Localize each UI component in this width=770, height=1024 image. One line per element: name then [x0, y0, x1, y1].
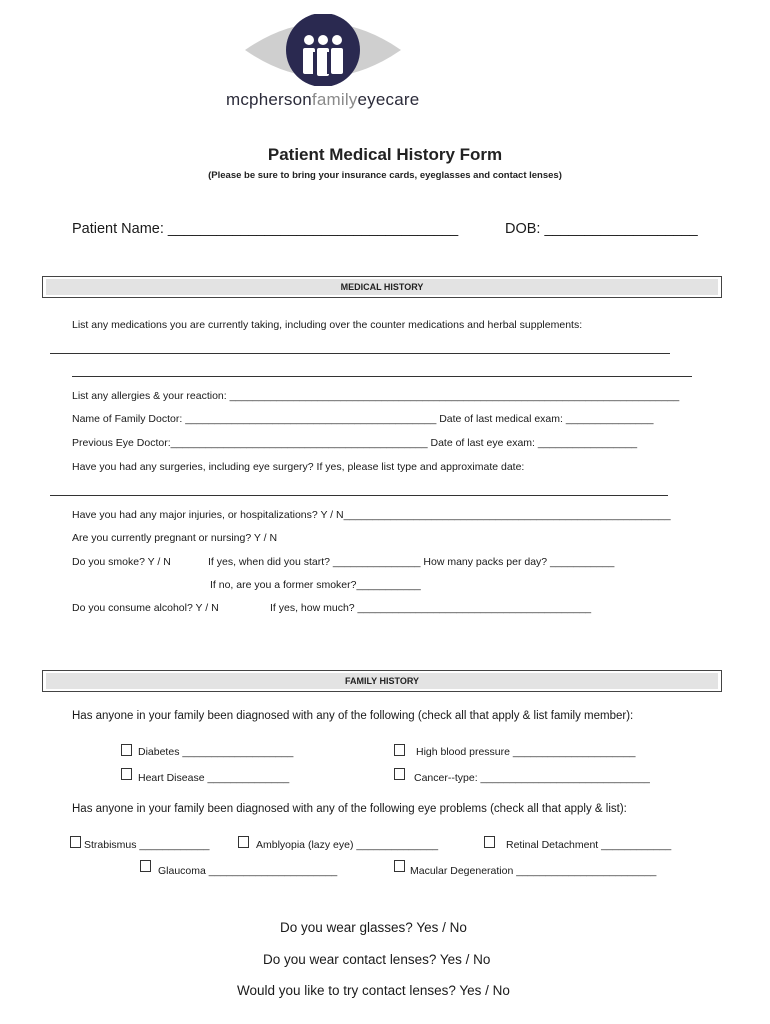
high-bp-label: High blood pressure _____________________: [416, 746, 636, 758]
brand-wordmark: mcphersonfamilyeyecare: [226, 90, 420, 109]
glaucoma-label: Glaucoma ______________________: [158, 865, 338, 877]
medications-line-1[interactable]: [50, 353, 670, 354]
eyecare-logo: [243, 14, 403, 86]
glaucoma-checkbox[interactable]: [140, 860, 151, 872]
medications-label: List any medications you are currently taking, including over the counter medications and herbal supplements:: [72, 319, 583, 331]
amblyopia-checkbox[interactable]: [238, 836, 249, 848]
high-bp-checkbox[interactable]: [394, 744, 405, 756]
retinal-detachment-label: Retinal Detachment ____________: [506, 839, 672, 851]
smoke-start-field[interactable]: If yes, when did you start? _______________ How many packs per day? ___________: [208, 556, 615, 568]
glasses-question[interactable]: Do you wear glasses? Yes / No: [280, 920, 467, 935]
dob-field[interactable]: DOB: ___________________: [505, 221, 698, 237]
family-history-header: FAMILY HISTORY: [42, 670, 722, 692]
heart-disease-label: Heart Disease ______________: [138, 772, 290, 784]
eye-doctor-field[interactable]: Previous Eye Doctor:____________________________________________ Date of last eye exam: _________________: [72, 437, 638, 449]
heart-disease-checkbox[interactable]: [121, 768, 132, 780]
cancer-checkbox[interactable]: [394, 768, 405, 780]
surgeries-label: Have you had any surgeries, including eye surgery? If yes, please list type and approximate date:: [72, 461, 525, 473]
injuries-field[interactable]: Have you had any major injuries, or hospitalizations? Y / N________________________________________________________: [72, 509, 671, 521]
family-intro: Has anyone in your family been diagnosed with any of the following (check all that apply & list family member):: [72, 710, 634, 722]
smoke-question[interactable]: Do you smoke? Y / N: [72, 556, 171, 568]
diabetes-label: Diabetes ___________________: [138, 746, 294, 758]
try-contacts-question[interactable]: Would you like to try contact lenses? Yes / No: [237, 983, 510, 998]
macular-degeneration-label: Macular Degeneration ________________________: [410, 865, 657, 877]
medications-line-2[interactable]: [72, 376, 692, 377]
macular-degeneration-checkbox[interactable]: [394, 860, 405, 872]
cancer-label: Cancer--type: _____________________________: [414, 772, 650, 784]
surgeries-line[interactable]: [50, 495, 668, 496]
amblyopia-label: Amblyopia (lazy eye) ______________: [256, 839, 439, 851]
strabismus-checkbox[interactable]: [70, 836, 81, 848]
form-title: Patient Medical History Form: [267, 145, 503, 164]
alcohol-amount-field[interactable]: If yes, how much? ________________________________________: [270, 602, 592, 614]
eye-problems-intro: Has anyone in your family been diagnosed with any of the following eye problems (check all that apply & list):: [72, 803, 627, 815]
allergies-field[interactable]: List any allergies & your reaction: _____________________________________________________________________________: [72, 390, 680, 402]
medical-history-header: MEDICAL HISTORY: [42, 276, 722, 298]
retinal-detachment-checkbox[interactable]: [484, 836, 495, 848]
patient-name-field[interactable]: Patient Name: ____________________________________: [72, 221, 459, 237]
diabetes-checkbox[interactable]: [121, 744, 132, 756]
former-smoker-field[interactable]: If no, are you a former smoker?___________: [210, 579, 421, 591]
family-doctor-field[interactable]: Name of Family Doctor: ___________________________________________ Date of last medical exam: _______________: [72, 413, 654, 425]
strabismus-label: Strabismus ____________: [84, 839, 210, 851]
contacts-question[interactable]: Do you wear contact lenses? Yes / No: [263, 952, 491, 967]
alcohol-question[interactable]: Do you consume alcohol? Y / N: [72, 602, 219, 614]
form-subtitle: (Please be sure to bring your insurance cards, eyeglasses and contact lenses): [208, 170, 562, 181]
pregnant-question[interactable]: Are you currently pregnant or nursing? Y / N: [72, 532, 278, 544]
